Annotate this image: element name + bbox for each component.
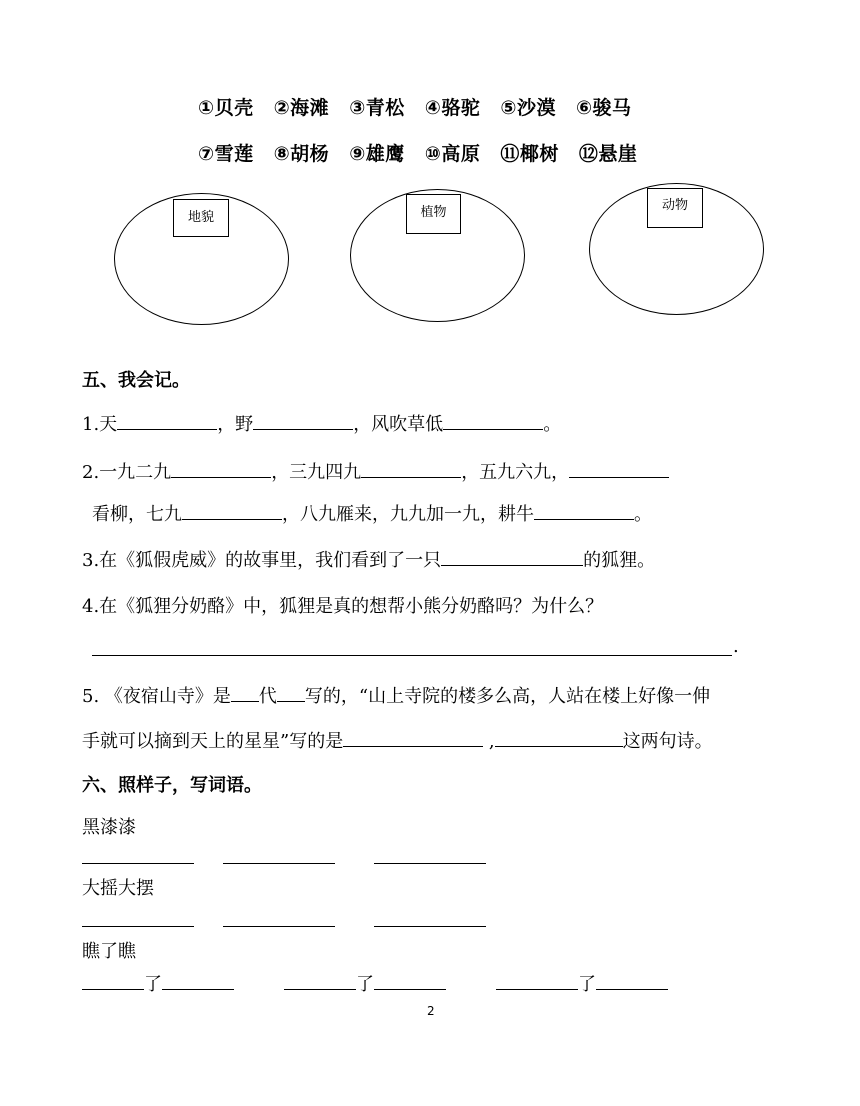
q2-text-5: ，八九雁来，九九加一九，耕牛 bbox=[282, 504, 534, 525]
word-item: ③青松 bbox=[349, 97, 405, 119]
q2-text-4: 看柳，七九 bbox=[92, 504, 182, 525]
q2-blank-2[interactable] bbox=[361, 459, 461, 478]
q5-text-3: 写的，“山上寺院的楼多么高，人站在楼上好像一伸 bbox=[304, 686, 711, 707]
q5-blank-line-1[interactable] bbox=[343, 728, 483, 747]
q2-text-6: 。 bbox=[634, 504, 652, 525]
q4-answer-line[interactable] bbox=[92, 655, 732, 656]
q5-blank-author[interactable] bbox=[277, 683, 305, 702]
q2-blank-4[interactable] bbox=[182, 501, 282, 520]
q3-text-2: 的狐狸。 bbox=[583, 550, 656, 571]
question-2-line-2 bbox=[92, 500, 652, 526]
question-5-line-2 bbox=[82, 727, 713, 753]
q1-blank-1[interactable] bbox=[117, 411, 217, 430]
word-item: ⑤沙漠 bbox=[500, 97, 556, 119]
question-2-line-1 bbox=[82, 458, 669, 484]
q5-text-6: 这两句诗。 bbox=[622, 731, 713, 752]
q5-text-5: , bbox=[483, 731, 495, 752]
answer-blank[interactable] bbox=[284, 971, 356, 990]
q5-text-4: 手就可以摘到天上的星星”写的是 bbox=[82, 731, 344, 752]
q1-text-2: ，野 bbox=[217, 414, 254, 435]
question-4: 4.在《狐狸分奶酪》中，狐狸是真的想帮小熊分奶酪吗？为什么？ bbox=[82, 596, 604, 617]
word-item: ⑥骏马 bbox=[575, 97, 632, 119]
answer-line[interactable] bbox=[374, 926, 486, 927]
answer-blank[interactable] bbox=[496, 971, 578, 990]
q2-text-3: ，五九六九， bbox=[461, 462, 570, 483]
example-word-2: 大摇大摆 bbox=[82, 878, 154, 899]
pattern-answer-2 bbox=[284, 970, 446, 996]
answer-line[interactable] bbox=[374, 863, 486, 864]
liao-char: 了 bbox=[144, 974, 162, 995]
q1-text-4: 。 bbox=[543, 414, 562, 435]
q2-blank-3[interactable] bbox=[569, 459, 669, 478]
section5-heading: 五、我会记。 bbox=[82, 370, 190, 391]
q3-blank[interactable] bbox=[441, 547, 583, 566]
q5-blank-line-2[interactable] bbox=[495, 728, 623, 747]
answer-line[interactable] bbox=[223, 863, 335, 864]
word-item: ②海滩 bbox=[273, 97, 330, 119]
word-bank-row-2 bbox=[198, 139, 657, 166]
liao-char: 了 bbox=[356, 974, 374, 995]
q3-text-1: 3.在《狐假虎威》的故事里，我们看到了一只 bbox=[82, 550, 442, 571]
question-1 bbox=[82, 410, 561, 436]
answer-blank[interactable] bbox=[374, 971, 446, 990]
word-item: ⑧胡杨 bbox=[273, 143, 330, 165]
q1-text-1: 1.天 bbox=[82, 414, 118, 435]
answer-blank[interactable] bbox=[82, 971, 144, 990]
page-number: 2 bbox=[427, 1004, 435, 1018]
liao-char: 了 bbox=[578, 974, 596, 995]
word-item: ⑨雄鹰 bbox=[349, 143, 405, 165]
q4-answer-end: . bbox=[733, 636, 739, 657]
word-item: ⑩高原 bbox=[424, 143, 481, 165]
word-item: ⑪椰树 bbox=[500, 143, 559, 165]
answer-line[interactable] bbox=[82, 863, 194, 864]
q1-blank-3[interactable] bbox=[443, 411, 543, 430]
question-5-line-1 bbox=[82, 682, 710, 708]
answer-line[interactable] bbox=[82, 926, 194, 927]
q5-text-1: 5. 《夜宿山寺》是 bbox=[82, 686, 231, 707]
section6-heading: 六、照样子，写词语。 bbox=[82, 775, 262, 796]
question-3 bbox=[82, 546, 655, 572]
q2-text-2: ，三九四九 bbox=[271, 462, 362, 483]
answer-line[interactable] bbox=[223, 926, 335, 927]
pattern-answer-3 bbox=[496, 970, 668, 996]
q2-blank-5[interactable] bbox=[534, 501, 634, 520]
word-item: ⑫悬崖 bbox=[578, 143, 638, 165]
q2-text-1: 2.一九二九 bbox=[82, 462, 172, 483]
example-word-3: 瞧了瞧 bbox=[82, 941, 136, 962]
q2-blank-1[interactable] bbox=[171, 459, 271, 478]
q1-text-3: ，风吹草低 bbox=[353, 414, 444, 435]
category-label-landform: 地貌 bbox=[173, 199, 229, 237]
word-item: ⑦雪莲 bbox=[198, 143, 254, 165]
answer-blank[interactable] bbox=[596, 971, 668, 990]
word-bank-row-1 bbox=[198, 93, 652, 120]
q5-text-2: 代 bbox=[258, 686, 277, 707]
word-item: ④骆驼 bbox=[424, 97, 481, 119]
example-word-1: 黑漆漆 bbox=[82, 817, 136, 838]
pattern-answer-1 bbox=[82, 970, 234, 996]
category-label-plant: 植物 bbox=[406, 194, 461, 234]
q5-blank-dynasty[interactable] bbox=[231, 683, 259, 702]
category-label-animal: 动物 bbox=[647, 188, 703, 228]
answer-blank[interactable] bbox=[162, 971, 234, 990]
q1-blank-2[interactable] bbox=[253, 411, 353, 430]
word-item: ①贝壳 bbox=[198, 97, 254, 119]
